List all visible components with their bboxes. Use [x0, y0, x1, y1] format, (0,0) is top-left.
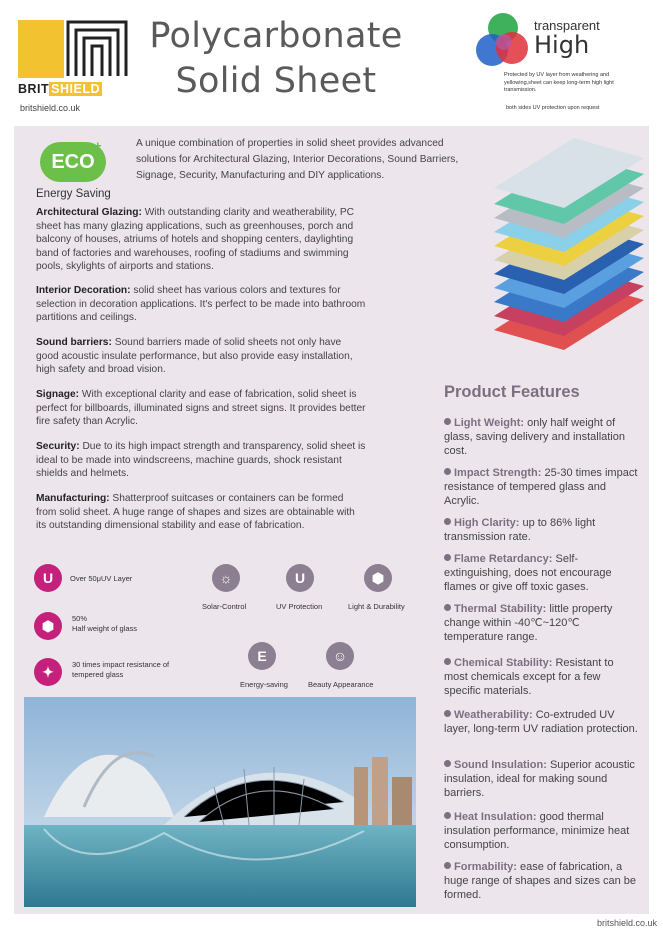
feature-high-clarity: High Clarity: up to 86% light transmission rate.	[444, 517, 596, 544]
badge-note-2: both sides UV protection upon request	[506, 105, 600, 111]
feature-impact-strength: Impact Strength: 25-30 times impact resistance of tempered glass and Acrylic.	[444, 467, 638, 508]
section-signage: Signage: With exceptional clarity and ease of fabrication, solid sheet is perfect for billboards, illuminated signs and street signs. It provides better fire safety than Acrylic.	[36, 389, 366, 428]
beauty-appearance-label: Beauty Appearance	[308, 680, 374, 689]
logo-wordmark: BRIT SHIELD	[18, 82, 101, 96]
feature-formability: Formability: ease of fabrication, a huge range of shapes and sizes can be formed.	[444, 861, 637, 902]
eco-plus: +	[94, 138, 102, 153]
light-durability-icon: ⬢	[364, 564, 392, 592]
solar-control-icon: ☼	[212, 564, 240, 592]
section-manufacturing: Manufacturing: Shatterproof suitcases or containers can be formed from solid sheet. A huge range of shapes and sizes are obtainable with its outstanding dimensional stability and ease of fabrication.	[36, 493, 355, 532]
honeycomb-icon: ⬢	[34, 612, 62, 640]
architecture-photo	[24, 697, 416, 907]
uv-protection-label: UV Protection	[276, 602, 323, 611]
footer-site-url[interactable]: britshield.co.uk	[596, 918, 657, 928]
logo-lines-graphic	[66, 20, 128, 78]
beauty-appearance-icon: ☺	[326, 642, 354, 670]
main-panel	[14, 126, 649, 914]
feature-flame-retardancy: Flame Retardancy: Self-extinguishing, does not encourage flames or give off toxic gases.	[444, 553, 612, 594]
intro-paragraph: A unique combination of properties in solid sheet provides advanced solutions for Architectural Glazing, Interior Decorations, Sound Barriers, Signage, Security, Manufacturing and DIY applications.	[136, 138, 459, 181]
badge-line-2: High	[534, 31, 590, 59]
sheet-stack-illustration	[474, 130, 644, 350]
title-line-1: Polycarbonate	[149, 16, 403, 56]
section-interior-decoration: Interior Decoration: solid sheet has various colors and textures for selection in decoration applications. It's perfect to be made into bathroom partitions and ceilings.	[36, 285, 366, 324]
section-architectural-glazing: Architectural Glazing: With outstanding clarity and weatherability, PC sheet has many glazing applications, such as greenhouses, porch and balcony of houses, atriums of hotels and shopping centers, daylighting band of factories and warehouses, roofing of stadiums and swimming pools, skylights of airports and stations.	[36, 207, 355, 273]
badge-line-1: transparent	[534, 18, 600, 33]
uv-layer-icon: U	[34, 564, 62, 592]
feature-sound-insulation: Sound Insulation: Superior acoustic insulation, ideal for making sound barriers.	[444, 759, 635, 800]
feature-heat-insulation: Heat Insulation: good thermal insulation performance, minimize heat consumption.	[444, 811, 630, 852]
energy-saving-label: Energy-saving	[240, 680, 288, 689]
eco-leaf-icon: ECO	[40, 142, 106, 182]
feature-thermal-stability: Thermal Stability: little property change within -40℃~120℃ temperature range.	[444, 603, 613, 644]
impact-label: 30 times impact resistance of tempered glass	[72, 660, 170, 679]
section-security: Security: Due to its high impact strength and transparency, solid sheet is ideal to be made into windscreens, machine guards, shock resistant shields and helmets.	[36, 441, 366, 480]
section-sound-barriers: Sound barriers: Sound barriers made of solid sheets not only have good acoustic insulate performance, but also provide easy installation, high safety and broad vision.	[36, 337, 353, 376]
uv-layer-label: Over 50μUV Layer	[70, 574, 133, 583]
page-title	[140, 14, 412, 104]
uv-protection-icon: U	[286, 564, 314, 592]
feature-weatherability: Weatherability: Co-extruded UV layer, long-term UV radiation protection.	[444, 709, 638, 736]
light-durability-label: Light & Durability	[348, 602, 405, 611]
badge-note: Protected by UV layer from weathering and yellowing,sheet can keep long-term high light transmission.	[504, 72, 614, 93]
eco-energy-saving-badge	[36, 138, 120, 202]
features-heading: Product Features	[444, 383, 580, 401]
feature-light-weight: Light Weight: only half weight of glass, saving delivery and installation cost.	[444, 417, 625, 458]
feature-chemical-stability: Chemical Stability: Resistant to most chemicals except for a few specific materials.	[444, 657, 614, 698]
half-weight-label: 50% Half weight of glass	[72, 614, 138, 633]
impact-icon: ✦	[34, 658, 62, 686]
logo-yellow-block	[18, 20, 64, 78]
header-site-url[interactable]: britshield.co.uk	[20, 103, 81, 113]
energy-saving-icon: E	[248, 642, 276, 670]
transparent-high-badge	[472, 10, 652, 120]
solar-control-label: Solar-Control	[202, 602, 247, 611]
britshield-logo	[14, 16, 128, 100]
eco-label: Energy Saving	[36, 188, 111, 200]
title-line-2: Solid Sheet	[175, 61, 377, 101]
